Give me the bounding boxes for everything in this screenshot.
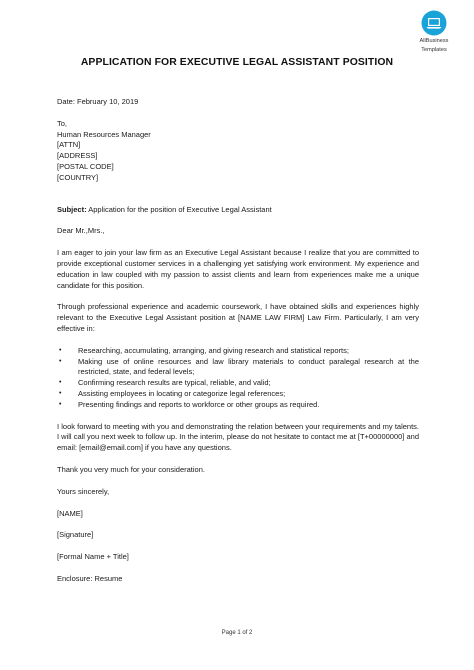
bullet-icon: • bbox=[59, 400, 62, 408]
closing: Yours sincerely, bbox=[57, 486, 110, 496]
bullet-icon: • bbox=[59, 379, 62, 387]
paragraph-skills: Through professional experience and academic coursework, I have obtained skills and experiences highly relevant to the Executive Legal Assistant position at [NAME LAW FIRM] Law Firm. Particularly, I am very effective in: bbox=[57, 302, 419, 333]
list-item-text: Presenting findings and reports to workforce or other groups as required. bbox=[78, 399, 320, 409]
list-item bbox=[57, 346, 419, 357]
subject-line bbox=[57, 205, 419, 216]
laptop-icon bbox=[421, 10, 447, 36]
list-item-text: Confirming research results are typical, reliable, and valid; bbox=[78, 378, 271, 388]
list-item-text: Making use of online resources and law library materials to conduct paralegal research at the restricted, state, and federal levels; bbox=[78, 356, 419, 377]
list-item-text: Researching, accumulating, arranging, and giving research and statistical reports; bbox=[78, 345, 349, 355]
letter-body bbox=[57, 97, 419, 585]
enclosure-note: Enclosure: Resume bbox=[57, 573, 123, 583]
letter-date: Date: February 10, 2019 bbox=[57, 97, 139, 106]
bullet-icon: • bbox=[59, 357, 62, 365]
subject-label: Subject: bbox=[57, 204, 87, 214]
skills-list bbox=[57, 346, 419, 411]
list-item-text: Assisting employees in locating or categorize legal references; bbox=[78, 388, 286, 398]
list-item bbox=[57, 389, 419, 400]
address-line: [COUNTRY] bbox=[57, 172, 99, 182]
document-title: APPLICATION FOR EXECUTIVE LEGAL ASSISTANT POSITION bbox=[80, 57, 394, 68]
page-number: Page 1 of 2 bbox=[221, 630, 253, 636]
salutation: Dear Mr.,Mrs., bbox=[57, 226, 105, 236]
paragraph-followup: I look forward to meeting with you and demonstrating the relation between your requirements and my talents. I will call you next week to follow up. In the interim, please do not hesitate to contact me at [T+00000000] and email: [email@email.com] if you have any questions. bbox=[57, 421, 419, 453]
address-line: Human Resources Manager bbox=[57, 129, 151, 139]
brand-name-line2: Templates bbox=[421, 46, 447, 53]
signature-placeholder: [Signature] bbox=[57, 530, 94, 540]
paragraph-intro: I am eager to join your law firm as an Executive Legal Assistant because I realize that you are committed to provide exceptional customer services in a challenging yet satisfying work environment. My experience and education in law coupled with my passion to assist clients and learn from experiences make me a unique candidate for this position. bbox=[57, 248, 419, 290]
brand-name-line1: AllBusiness bbox=[419, 38, 449, 44]
list-item bbox=[57, 400, 419, 411]
brand-logo bbox=[407, 10, 461, 53]
address-line: [POSTAL CODE] bbox=[57, 161, 114, 171]
list-item bbox=[57, 378, 419, 389]
bullet-icon: • bbox=[59, 346, 62, 354]
bullet-icon: • bbox=[59, 389, 62, 397]
thanks-line: Thank you very much for your consideration. bbox=[57, 464, 205, 474]
formal-name-title: [Formal Name + Title] bbox=[57, 552, 129, 562]
address-line: [ADDRESS] bbox=[57, 151, 98, 161]
sender-name: [NAME] bbox=[57, 508, 83, 518]
subject-text: Application for the position of Executive Legal Assistant bbox=[86, 204, 272, 214]
address-line: To, bbox=[57, 118, 68, 128]
address-line: [ATTN] bbox=[57, 140, 81, 150]
list-item bbox=[57, 357, 419, 379]
